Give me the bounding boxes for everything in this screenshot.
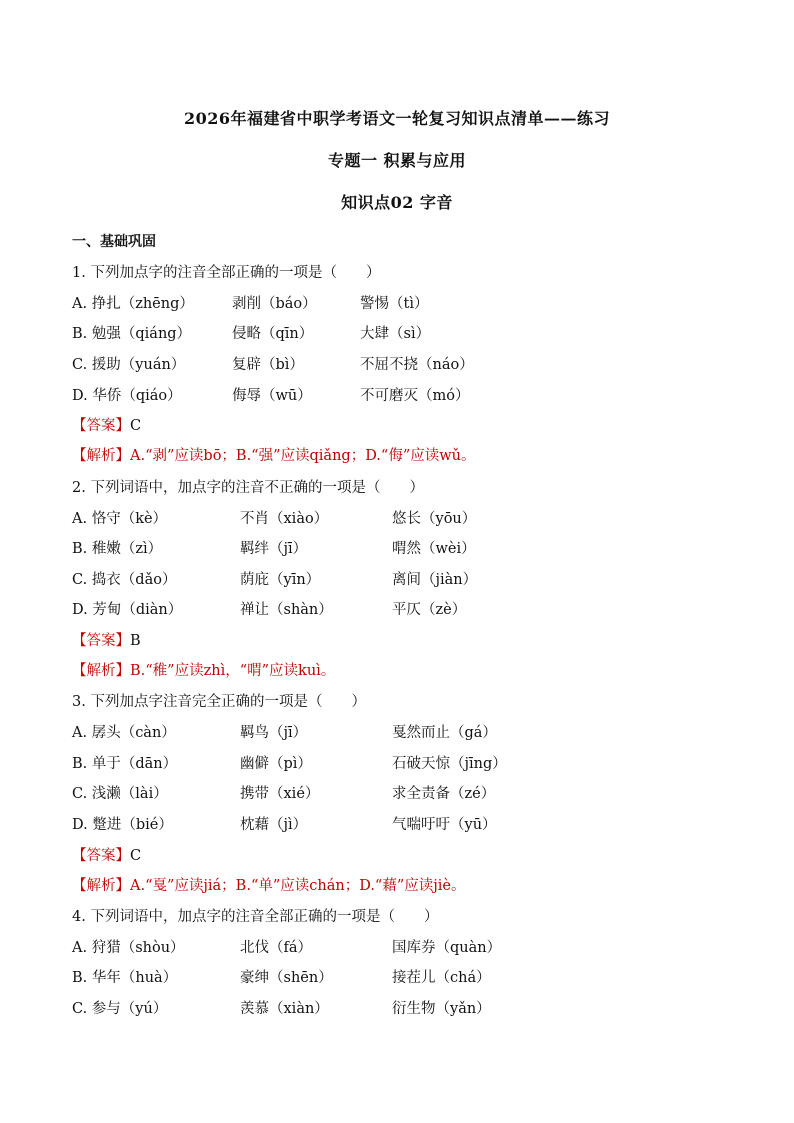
option-term: B. 单于（dān）: [72, 756, 178, 772]
question-1-answer: [72, 414, 141, 436]
analysis-text: A.“剥”应读bō；B.“强”应读qiǎng；D.“侮”应读wǔ。: [130, 448, 476, 464]
option-term: 气喘吁吁（yū）: [392, 817, 497, 833]
option-term: C. 捣衣（dǎo）: [72, 572, 177, 588]
analysis-tag: 【解析】: [72, 878, 130, 894]
option-term: 剥削（báo）: [232, 296, 317, 312]
option-term: 衍生物（yǎn）: [392, 1001, 491, 1017]
option-term: D. 芳甸（diàn）: [72, 602, 183, 618]
option-term: B. 华年（huà）: [72, 970, 178, 986]
option-term: A. 挣扎（zhēng）: [72, 296, 194, 312]
knowledge-point-heading: 知识点02 字音: [341, 193, 453, 212]
question-2-answer: [72, 629, 141, 651]
answer-value: B: [130, 633, 141, 649]
option-term: 枕藉（jì）: [240, 817, 308, 833]
option-term: 羡慕（xiàn）: [240, 1001, 329, 1017]
section-heading: 一、基础巩固: [72, 234, 156, 250]
option-term: 接茬儿（chá）: [392, 970, 491, 986]
option-term: A. 狩猎（shòu）: [72, 940, 185, 956]
question-3-stem: 3. 下列加点字注音完全正确的一项是（ ）: [72, 694, 366, 710]
option-term: 侮辱（wū）: [232, 388, 312, 404]
option-term: 不屈不挠（náo）: [360, 357, 474, 373]
option-term: 大肆（sì）: [360, 326, 431, 342]
option-term: B. 稚嫩（zì）: [72, 541, 163, 557]
option-term: 复辟（bì）: [232, 357, 304, 373]
option-term: 羁鸟（jī）: [240, 725, 308, 741]
option-term: 羁绊（jī）: [240, 541, 308, 557]
option-term: C. 援助（yuán）: [72, 357, 186, 373]
option-term: 国库券（quàn）: [392, 940, 502, 956]
option-term: 禅让（shàn）: [240, 602, 333, 618]
option-term: 警惕（tì）: [360, 296, 429, 312]
question-3-answer: [72, 844, 141, 866]
option-term: 携带（xié）: [240, 786, 320, 802]
option-term: 不可磨灭（mó）: [360, 388, 470, 404]
option-term: C. 浅濑（lài）: [72, 786, 168, 802]
option-term: 北伐（fá）: [240, 940, 313, 956]
option-term: 石破天惊（jīng）: [392, 756, 507, 772]
analysis-tag: 【解析】: [72, 663, 130, 679]
analysis-text: B.“稚”应读zhì，“喟”应读kuì。: [130, 663, 336, 679]
answer-tag: 【答案】: [72, 848, 130, 864]
option-term: 荫庇（yīn）: [240, 572, 321, 588]
option-term: D. 蹩进（bié）: [72, 817, 173, 833]
question-1-stem: 1. 下列加点字的注音全部正确的一项是（ ）: [72, 265, 381, 281]
option-term: 平仄（zè）: [392, 602, 467, 618]
option-term: 悠长（yōu）: [392, 511, 477, 527]
option-term: 离间（jiàn）: [392, 572, 478, 588]
option-term: 喟然（wèi）: [392, 541, 476, 557]
option-term: 求全责备（zé）: [392, 786, 496, 802]
option-term: A. 恪守（kè）: [72, 511, 168, 527]
analysis-tag: 【解析】: [72, 448, 130, 464]
answer-value: C: [130, 848, 142, 864]
option-term: 侵略（qīn）: [232, 326, 314, 342]
question-3-analysis: [72, 874, 465, 896]
topic-heading: 专题一 积累与应用: [327, 151, 467, 170]
question-2-analysis: [72, 659, 335, 681]
analysis-text: A.“戛”应读jiá；B.“单”应读chán；D.“藉”应读jiè。: [130, 878, 466, 894]
option-term: C. 参与（yú）: [72, 1001, 168, 1017]
question-2-stem: 2. 下列词语中，加点字的注音不正确的一项是（ ）: [72, 480, 424, 496]
option-term: 豪绅（shēn）: [240, 970, 333, 986]
option-term: 幽僻（pì）: [240, 756, 312, 772]
document-title: 2026年福建省中职学考语文一轮复习知识点清单——练习: [183, 109, 611, 128]
option-term: A. 孱头（càn）: [72, 725, 176, 741]
option-term: 不肖（xiào）: [240, 511, 329, 527]
option-term: D. 华侨（qiáo）: [72, 388, 182, 404]
answer-tag: 【答案】: [72, 633, 130, 649]
question-4-stem: 4. 下列词语中，加点字的注音全部正确的一项是（ ）: [72, 909, 439, 925]
option-term: 戛然而止（gá）: [392, 725, 497, 741]
answer-tag: 【答案】: [72, 418, 130, 434]
option-term: B. 勉强（qiáng）: [72, 326, 192, 342]
answer-value: C: [130, 418, 142, 434]
question-1-analysis: [72, 444, 476, 466]
